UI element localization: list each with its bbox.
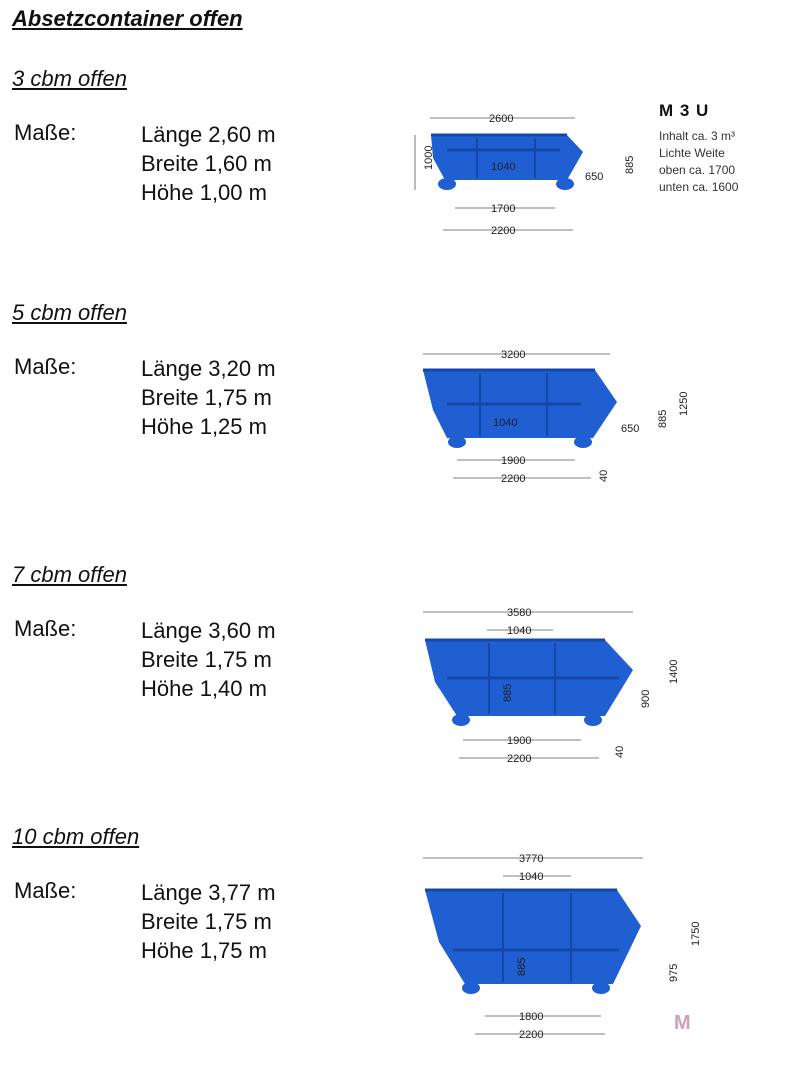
dim-bottom2: 2200: [491, 225, 516, 237]
dim-right2: 885: [624, 155, 636, 174]
dim-inner: 1040: [519, 871, 544, 883]
dim-bottom2: 2200: [501, 473, 526, 485]
container-diagram-7cbm: [395, 598, 695, 768]
dim-right1: 975: [668, 963, 680, 982]
section-title: 10 cbm offen: [12, 824, 140, 849]
dim-bottom1: 1900: [507, 735, 532, 747]
dimensions-list: [141, 616, 276, 703]
dim-right1: 650: [585, 171, 604, 183]
dim-bottom1: 1800: [519, 1011, 544, 1023]
breite-value: Breite 1,75 m: [141, 385, 272, 410]
section-title: 7 cbm offen: [12, 562, 127, 587]
dimensions-list: [141, 120, 276, 207]
hoehe-value: Höhe 1,25 m: [141, 414, 267, 439]
hoehe-value: Höhe 1,40 m: [141, 676, 267, 701]
dim-small: 40: [598, 469, 610, 482]
dim-top: 3200: [501, 349, 526, 361]
model-info-line: oben ca. 1700: [659, 163, 736, 177]
dim-vert: 885: [502, 683, 514, 702]
hoehe-value: Höhe 1,75 m: [141, 938, 267, 963]
dimensions-list: [141, 354, 276, 441]
dim-bottom1: 1700: [491, 203, 516, 215]
laenge-value: Länge 3,77 m: [141, 880, 276, 905]
dim-right1: 900: [640, 689, 652, 708]
masse-label: Maße:: [14, 354, 77, 379]
container-diagram-5cbm: [395, 340, 695, 500]
dim-left: 1000: [423, 145, 435, 170]
model-info-line: Lichte Weite: [659, 146, 725, 160]
breite-value: Breite 1,75 m: [141, 909, 272, 934]
dim-inner: 1040: [493, 417, 518, 429]
laenge-value: Länge 3,60 m: [141, 618, 276, 643]
container-body: [431, 135, 583, 180]
dim-inner: 1040: [491, 161, 516, 173]
container-diagram-3cbm: [395, 100, 635, 245]
dim-right2: 885: [657, 409, 669, 428]
dim-bottom2: 2200: [507, 753, 532, 765]
masse-label: Maße:: [14, 878, 77, 903]
breite-value: Breite 1,60 m: [141, 151, 272, 176]
section-title: 3 cbm offen: [12, 66, 127, 91]
stamp-logo: M: [674, 1012, 691, 1034]
laenge-value: Länge 3,20 m: [141, 356, 276, 381]
model-info-line: Inhalt ca. 3 m³: [659, 129, 736, 143]
container-diagram-10cbm: [395, 846, 702, 1046]
dim-right2: 1400: [668, 659, 680, 684]
breite-value: Breite 1,75 m: [141, 647, 272, 672]
dim-top: 2600: [489, 113, 514, 125]
model-info-line: unten ca. 1600: [659, 180, 739, 194]
laenge-value: Länge 2,60 m: [141, 122, 276, 147]
dim-right3: 1250: [678, 391, 690, 416]
masse-label: Maße:: [14, 616, 77, 641]
section-title: 5 cbm offen: [12, 300, 127, 325]
dim-top: 3580: [507, 607, 532, 619]
dim-bottom2: 2200: [519, 1029, 544, 1041]
container-body: [425, 890, 641, 984]
masse-label: Maße:: [14, 120, 77, 145]
dim-vert: 885: [516, 957, 528, 976]
hoehe-value: Höhe 1,00 m: [141, 180, 267, 205]
dim-right1: 650: [621, 423, 640, 435]
page-title: Absetzcontainer offen: [12, 6, 243, 31]
dim-top: 3770: [519, 853, 544, 865]
dim-right2: 1750: [690, 921, 702, 946]
dim-inner: 1040: [507, 625, 532, 637]
dimensions-list: [141, 878, 276, 965]
model-info: [659, 128, 738, 196]
dim-bottom1: 1900: [501, 455, 526, 467]
dim-small: 40: [614, 745, 626, 758]
model-name: M 3 U: [659, 101, 710, 120]
